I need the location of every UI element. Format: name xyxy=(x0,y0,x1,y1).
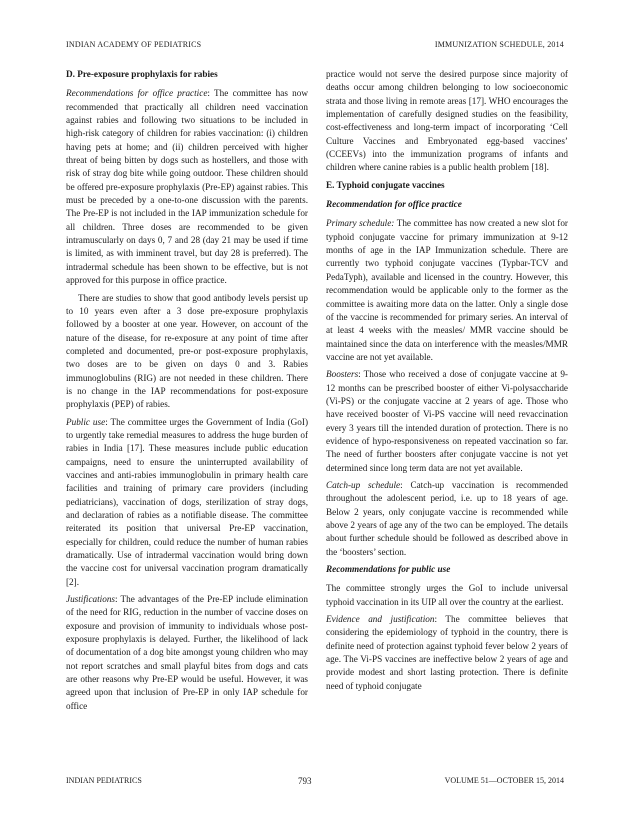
paragraph-boosters: Boosters: Those who received a dose of conjugate vaccine at 9-12 months can be prescribed booster of either Vi-polysaccharide (Vi-PS) or the conjugate vaccine at 2 years of age. Those who have received booster of Vi-PS vaccine will need revaccination every 3 years till the intended duration of protection. There is no evidence of hypo-responsiveness on repeated vaccination so far. The need of further boosters after conjugate vaccine is not yet determined since long term data are not yet available. xyxy=(326,369,568,473)
label-evidence: Evidence and justification xyxy=(326,614,435,625)
subheading-public-use: Recommendations for public use xyxy=(326,564,451,575)
running-footer xyxy=(66,776,564,788)
section-heading-typhoid: E. Typhoid conjugate vaccines xyxy=(326,179,445,190)
footer-journal-name: INDIAN PEDIATRICS xyxy=(66,776,142,785)
subheading-office-practice: Recommendation for office practice xyxy=(326,199,462,210)
paragraph-continued: practice would not serve the desired purpose since majority of deaths occur among children belonging to low socioeconomic strata and those living in remote areas [17]. WHO encourages the implementation of carefully designed studies on the feasibility, cost-effectiveness and long-term impact of incorporating ‘Cell Culture Vaccines and Embryonated egg-based vaccines’ (CCEEVs) into the immunization programs of infants and children where canine rabies is a public health problem [18]. xyxy=(326,69,568,173)
paragraph-evidence: Evidence and justification: The committee believes that considering the epidemiology of typhoid in the country, there is definite need of protection against typhoid fever below 2 years of age. The Vi-PS vaccines are ineffective below 2 years of age and provide modest and short lasting protection. There is definite need of typhoid conjugate xyxy=(326,614,568,691)
header-journal-name: INDIAN ACADEMY OF PEDIATRICS xyxy=(66,40,202,49)
section-heading-rabies: D. Pre-exposure prophylaxis for rabies xyxy=(66,69,218,79)
page-number: 793 xyxy=(298,776,312,786)
left-column xyxy=(66,68,308,768)
label-catch-up: Catch-up schedule xyxy=(326,479,401,490)
running-header xyxy=(66,40,564,52)
paragraph-primary-schedule: Primary schedule: The committee has now created a new slot for typhoid conjugate vaccine for primary immunization at 9-12 months of age in the IAP Immunization schedule. There are currently two typhoid conjugate vaccines (Typbar-TCV and PedaTyph), available and licensed in the country. However, this recommendation would be applicable only to the former as the committee is awaiting more data on the latter. Only a single dose of the vaccine is recommended for primary series. An interval of at least 4 weeks with the measles/ MMR vaccine should be maintained since the data on interference with the measles/MMR vaccine are not yet available. xyxy=(326,218,568,362)
paragraph-catch-up: Catch-up schedule: Catch-up vaccination is recommended throughout the adolescent period, i.e. up to 18 years of age. Below 2 years, only conjugate vaccine is recommended while above 2 years of age any of the two can be employed. The details about further schedule should be followed as described above in the ‘boosters’ section. xyxy=(326,479,568,557)
footer-volume-date: VOLUME 51—OCTOBER 15, 2014 xyxy=(444,776,564,785)
paragraph-office-practice: Recommendations for office practice: The committee has now recommended that practically all children need vaccination against rabies and following two situations to be included in high-risk category of children for rabies vaccination: (i) children having pets at home; and (ii) children perceived with higher threat of being bitten by dogs such as hostellers, and those with risk of stray dog bite while going outdoor. These children should be offered pre-exposure prophylaxis (Pre-EP) against rabies. This must be preceded by a one-to-one discussion with the parents. The Pre-EP is not included in the IAP immunization schedule for all children. Three doses are recommended to be given intramuscularly on days 0, 7 and 28 (day 21 may be used if time is limited, as with imminent travel, but day 28 is preferred). The intradermal schedule has been shown to be effective, but is not approved for this purpose in office practice. xyxy=(66,88,308,286)
right-column xyxy=(326,68,568,768)
header-section-title: IMMUNIZATION SCHEDULE, 2014 xyxy=(434,40,564,49)
label-justifications: Justifications xyxy=(66,594,115,605)
paragraph-public-use: Public use: The committee urges the Government of India (GoI) to urgently take remedial measures to address the huge burden of rabies in India [17]. These measures include public education campaigns, need to ensure the uninterrupted availability of vaccines and anti-rabies immunoglobulin in primary health care facilities and training of primary care providers (including pediatricians), vaccination of dogs, sterilization of stray dogs, and declaration of rabies as a notifiable disease. The committee reiterated its position that universal Pre-EP vaccination, especially for children, could reduce the number of human rabies dramatically. Use of intradermal vaccination would bring down the vaccine cost for universal vaccination program dramatically [2]. xyxy=(66,416,308,587)
paragraph-justifications: Justifications: The advantages of the Pre-EP include elimination of the need for RIG, reduction in the number of vaccine doses on exposure and provision of immunity to individuals whose post-exposure prophylaxis is delayed. Further, the likelihood of lack of documentation of a dog bite amongst young children who may not report scratches and small playful bites from dogs and cats are other reasons why Pre-EP would be useful. However, it was agreed upon that inclusion of Pre-EP in only IAP schedule for office xyxy=(66,594,308,711)
paragraph-antibody-levels: There are studies to show that good antibody levels persist up to 10 years even after a 3 dose pre-exposure prophylaxis followed by a booster at one year. However, on account of the nature of the disease, for re-exposure at any point of time after completed and documented, pre-or post-exposure prophylaxis, two doses are to be given on days 0 and 3. Rabies immunoglobulins (RIG) are not needed in these children. There is no change in the IAP recommendations for post-exposure prophylaxis (PEP) of rabies. xyxy=(66,292,308,410)
label-office-practice: Recommendations for office practice xyxy=(66,88,208,99)
label-public-use: Public use xyxy=(66,416,106,427)
label-primary-schedule: Primary schedule: xyxy=(326,218,395,229)
label-boosters: Boosters xyxy=(326,369,359,380)
paragraph-public-recommendation: The committee strongly urges the GoI to include universal typhoid vaccination in its UIP all over the country at the earliest. xyxy=(326,583,568,607)
